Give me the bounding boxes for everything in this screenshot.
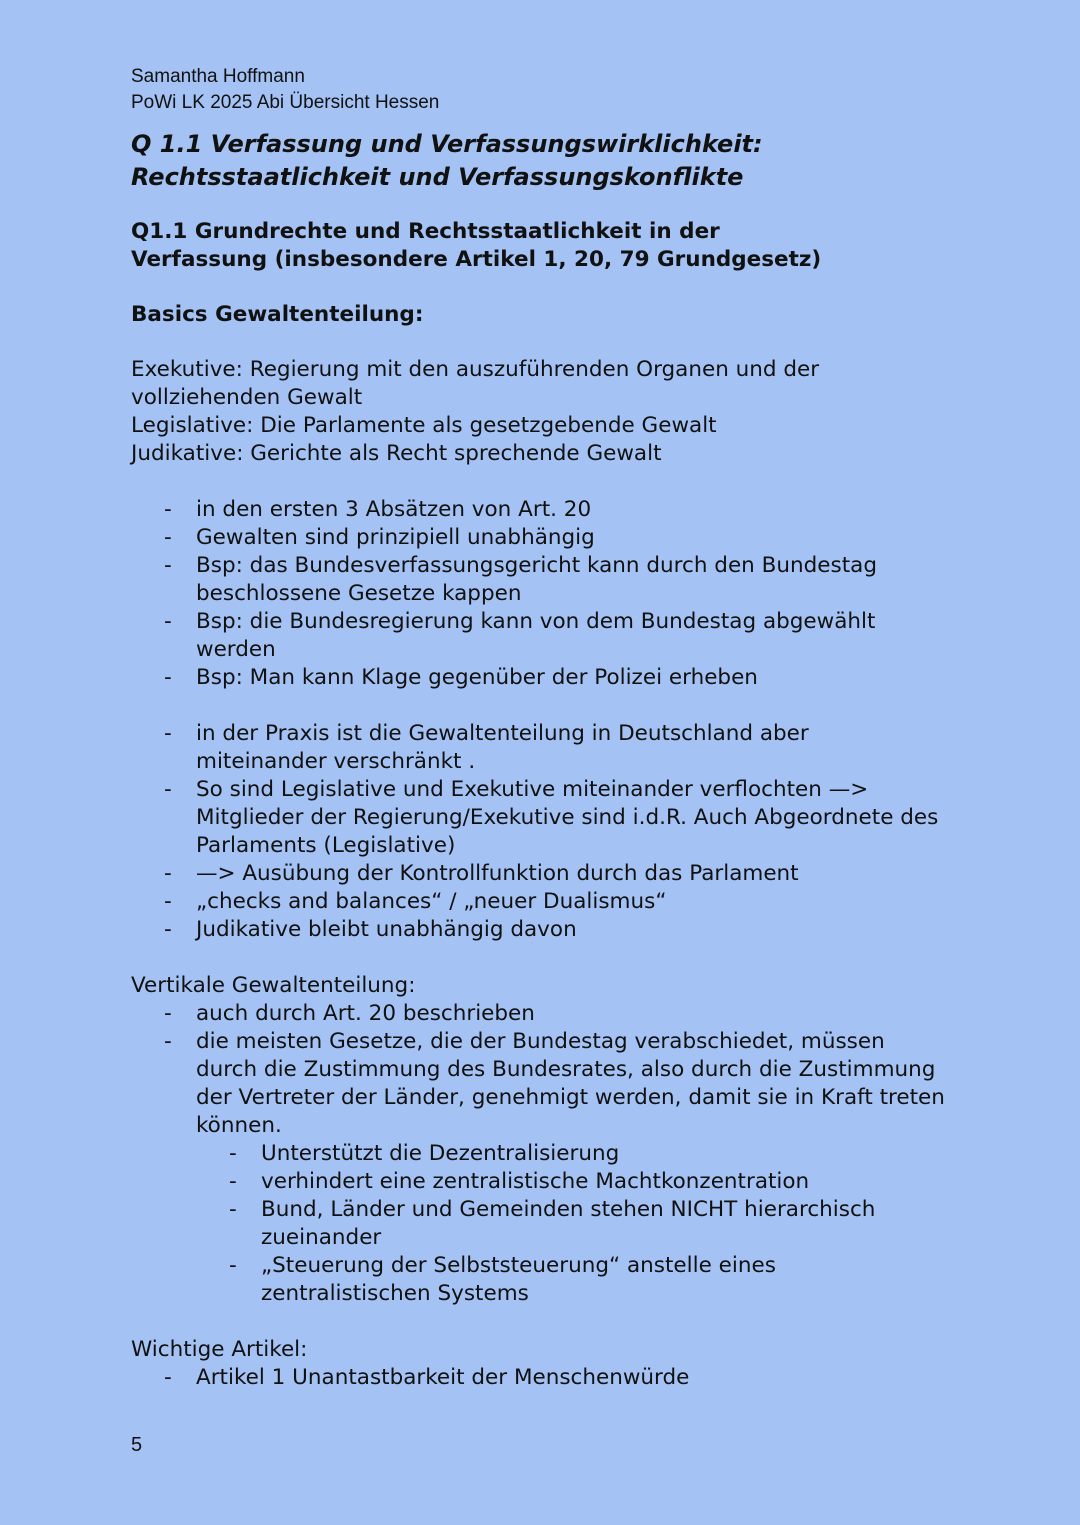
document-body: [131, 128, 951, 1392]
list-item: - So sind Legislative und Exekutive miteinander verflochten —> Mitglieder der Regierung/Exekutive sind i.d.R. Auch Abgeordnete des Parlaments (Legislative): [131, 776, 951, 860]
list-item: - Artikel 1 Unantastbarkeit der Menschenwürde: [131, 1364, 951, 1392]
list-item: - in den ersten 3 Absätzen von Art. 20: [131, 496, 951, 524]
vertical-heading: Vertikale Gewaltenteilung:: [131, 973, 416, 998]
list-item: - auch durch Art. 20 beschrieben: [131, 1000, 951, 1028]
definition-judikative: Judikative: Gerichte als Recht sprechende Gewalt: [131, 441, 662, 466]
list-item: - „checks and balances“ / „neuer Dualismus“: [131, 888, 951, 916]
author-name: Samantha Hoffmann: [131, 66, 305, 87]
list-item: - Bsp: Man kann Klage gegenüber der Polizei erheben: [131, 664, 951, 692]
list-item: - Bsp: das Bundesverfassungsgericht kann durch den Bundestag beschlossene Gesetze kappen: [131, 552, 951, 608]
list-item: - Bund, Länder und Gemeinden stehen NICHT hierarchisch zueinander: [131, 1196, 951, 1252]
definition-legislative: Legislative: Die Parlamente als gesetzgebende Gewalt: [131, 413, 717, 438]
bullet-list-praxis: [131, 720, 951, 944]
page-number: 5: [131, 1434, 143, 1456]
definition-exekutive: Exekutive: Regierung mit den auszuführenden Organen und der vollziehenden Gewalt: [131, 357, 820, 410]
main-heading: Q 1.1 Verfassung und Verfassungswirklichkeit: Rechtsstaatlichkeit und Verfassungskonflikte: [131, 130, 763, 191]
sub-heading: Q1.1 Grundrechte und Rechtsstaatlichkeit in der Verfassung (insbesondere Artikel 1, 20, 79 Grundgesetz): [131, 219, 822, 272]
list-item: - in der Praxis ist die Gewaltenteilung in Deutschland aber miteinander verschränkt .: [131, 720, 856, 776]
bullet-list-vertical: [131, 1000, 951, 1140]
sub-bullet-list-vertical: [131, 1140, 951, 1308]
list-item: - —> Ausübung der Kontrollfunktion durch das Parlament: [131, 860, 951, 888]
definitions: [131, 356, 951, 468]
list-item: - verhindert eine zentralistische Machtkonzentration: [131, 1168, 951, 1196]
list-item: - die meisten Gesetze, die der Bundestag verabschiedet, müssen durch die Zustimmung des Bundesrates, also durch die Zustimmung der Vertreter der Länder, genehmigt werden, damit sie in Kraft treten können.: [131, 1028, 951, 1140]
list-item: - Gewalten sind prinzipiell unabhängig: [131, 524, 951, 552]
list-item: - Bsp: die Bundesregierung kann von dem Bundestag abgewählt werden: [131, 608, 951, 664]
bullet-list-basics: [131, 496, 951, 692]
course-title: PoWi LK 2025 Abi Übersicht Hessen: [131, 92, 440, 113]
articles-heading: Wichtige Artikel:: [131, 1337, 308, 1362]
list-item: - Judikative bleibt unabhängig davon: [131, 916, 951, 944]
list-item: - „Steuerung der Selbststeuerung“ anstelle eines zentralistischen Systems: [131, 1252, 821, 1308]
basics-heading: Basics Gewaltenteilung:: [131, 302, 424, 327]
list-item: - Unterstützt die Dezentralisierung: [131, 1140, 951, 1168]
bullet-list-articles: [131, 1364, 951, 1392]
